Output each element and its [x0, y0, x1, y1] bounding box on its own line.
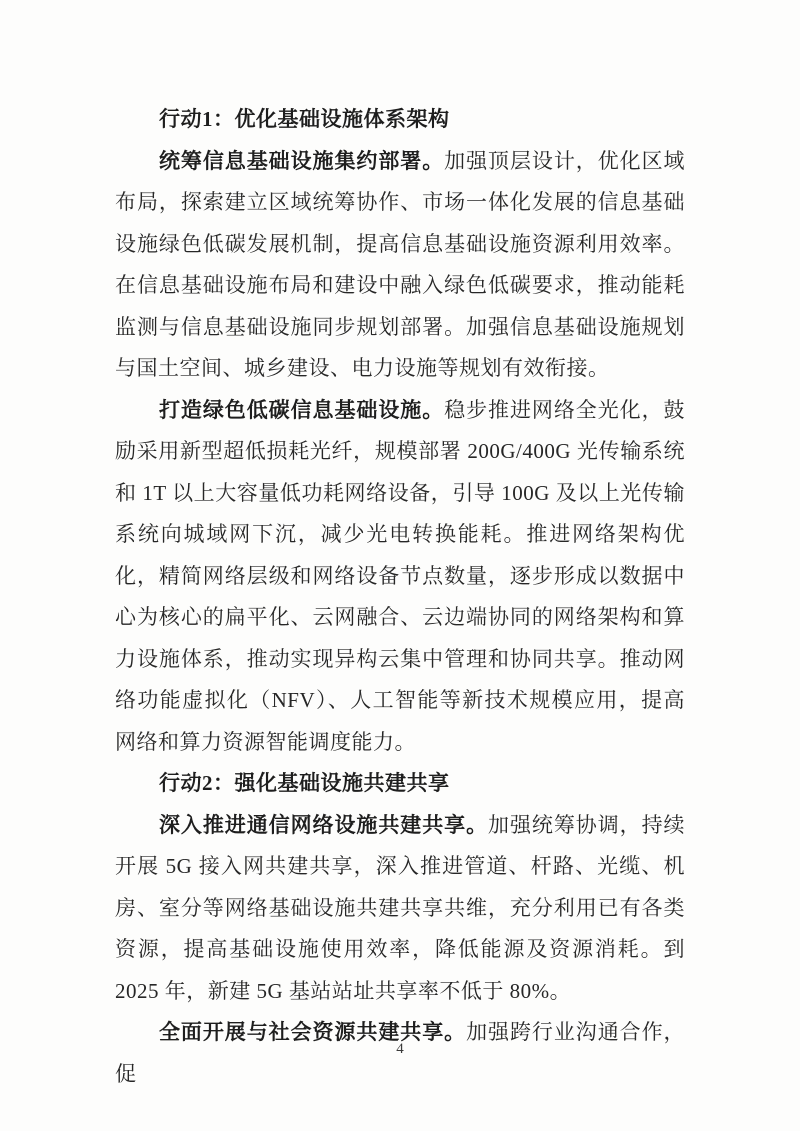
paragraph-4-lead: 全面开展与社会资源共建共享。 [159, 1020, 467, 1044]
paragraph-2-body: 稳步推进网络全光化，鼓励采用新型超低损耗光纤，规模部署 200G/400G 光传输系统和 1T 以上大容量低功耗网络设备，引导 100G 及以上光传输系统向城域网下沉，减少光电转换能耗。推进网络架构优化，精简网络层级和网络设备节点数量，逐步形成以数据中心为核心的扁平化、云网融合、云边端协同的网络架构和算力设施体系，推动实现异构云集中管理和协同共享。推动网络功能虚拟化（NFV）、人工智能等新技术规模应用，提高网络和算力资源智能调度能力。 [115, 397, 686, 754]
document-content [115, 99, 685, 1095]
paragraph-1-lead: 统筹信息基础设施集约部署。 [159, 148, 445, 173]
paragraph-1-body: 加强顶层设计，优化区域布局，探索建立区域统筹协作、市场一体化发展的信息基础设施绿色低碳发展机制，提高信息基础设施资源利用效率。在信息基础设施布局和建设中融入绿色低碳要求，推动能耗监测与信息基础设施同步规划部署。加强信息基础设施规划与国土空间、城乡建设、电力设施等规划有效衔接。 [115, 148, 686, 380]
action-heading-1: 行动1：优化基础设施体系架构 [159, 107, 450, 131]
paragraph-2 [115, 390, 685, 764]
paragraph-4-body: 加强跨行业沟通合作，促 [115, 1020, 686, 1086]
action-heading-2: 行动2：强化基础设施共建共享 [159, 771, 450, 795]
paragraph-3-body: 加强统筹协调，持续开展 5G 接入网共建共享，深入推进管道、杆路、光缆、机房、室分等网络基础设施共建共享共维，充分利用已有各类资源，提高基础设施使用效率，降低能源及资源消耗。到 2025 年，新建 5G 基站站址共享率不低于 80%。 [115, 812, 686, 1003]
paragraph-3 [115, 805, 685, 1013]
page-number: 4 [396, 1041, 404, 1057]
paragraph-3-lead: 深入推进通信网络设施共建共享。 [159, 812, 489, 837]
paragraph-1 [115, 141, 685, 390]
paragraph-2-lead: 打造绿色低碳信息基础设施。 [159, 397, 445, 422]
